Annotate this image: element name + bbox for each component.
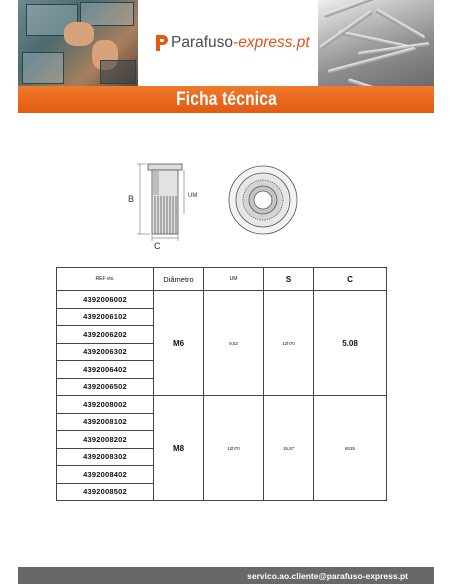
ref-cell: 4392006002 <box>57 291 154 309</box>
column-header-ref: REF vis. <box>57 268 154 291</box>
brand-name-main: Parafuso <box>171 34 234 51</box>
ref-cell: 4392006202 <box>57 326 154 344</box>
s-cell: 12h70 <box>264 291 314 396</box>
brand-logo[interactable] <box>154 34 314 54</box>
technical-drawing <box>120 150 320 250</box>
header-photo-screws <box>318 0 434 86</box>
column-header-c: C <box>314 268 387 291</box>
c-cell: 6h35 <box>314 396 387 501</box>
ref-cell: 4392006502 <box>57 378 154 396</box>
ref-cell: 4392008002 <box>57 396 154 414</box>
diameter-cell: M8 <box>154 396 204 501</box>
ref-cell: 4392008202 <box>57 431 154 449</box>
table-header-row <box>57 268 387 291</box>
um-cell: 9,52 <box>204 291 264 396</box>
c-cell: 5.08 <box>314 291 387 396</box>
drawing-side-view <box>137 164 184 241</box>
column-header-s: S <box>264 268 314 291</box>
ref-cell: 4392006302 <box>57 343 154 361</box>
spec-table <box>56 267 387 501</box>
column-header-um: UM <box>204 268 264 291</box>
um-cell: 12h70 <box>204 396 264 501</box>
ref-cell: 4392008402 <box>57 466 154 484</box>
drawing-top-view <box>229 166 297 234</box>
ref-cell: 4392006402 <box>57 361 154 379</box>
page-title: Ficha técnica <box>175 88 277 110</box>
table-row <box>57 291 387 309</box>
ref-cell: 4392008302 <box>57 448 154 466</box>
table-row <box>57 396 387 414</box>
s-cell: 15,87 <box>264 396 314 501</box>
ref-cell: 4392006102 <box>57 308 154 326</box>
ref-cell: 4392008502 <box>57 483 154 501</box>
brand-logo-text <box>171 34 310 52</box>
header-photo-workbench <box>18 0 138 86</box>
title-banner <box>18 86 434 113</box>
footer <box>18 567 434 584</box>
brand-name-sub: -express.pt <box>233 34 310 51</box>
dimension-label-c: C <box>154 241 161 250</box>
brand-logo-mark-icon <box>154 35 168 51</box>
ref-cell: 4392008102 <box>57 413 154 431</box>
header <box>18 0 434 86</box>
footer-email-link[interactable]: servico.ao.cliente@parafuso-express.pt <box>247 570 408 581</box>
column-header-diametro: Diâmetro <box>154 268 204 291</box>
dimension-label-b: B <box>128 194 135 204</box>
dimension-label-um: UM <box>188 193 198 199</box>
diameter-cell: M6 <box>154 291 204 396</box>
